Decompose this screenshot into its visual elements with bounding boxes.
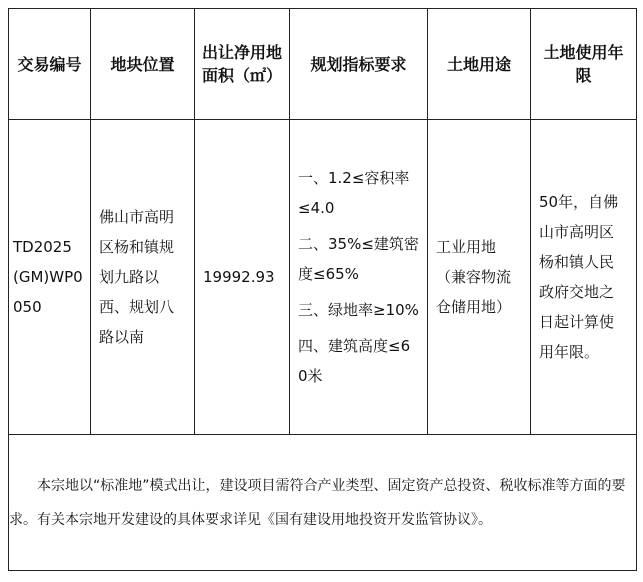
land-transfer-table — [8, 8, 637, 571]
requirement-green-ratio: 三、绿地率≥10% — [298, 301, 419, 319]
land-use-value: 工业用地（兼容物流仓储用地） — [436, 238, 512, 316]
header-parcel-location: 地块位置 — [91, 9, 195, 120]
requirement-building-density: 二、35%≤建筑密度≤65% — [298, 235, 419, 283]
land-use-cell — [428, 120, 531, 435]
transaction-code: TD2025(GM)WP0050 — [13, 238, 83, 316]
net-area-cell — [195, 120, 290, 435]
parcel-location-cell — [91, 120, 195, 435]
header-net-area: 出让净用地面积（㎡） — [195, 9, 290, 120]
transaction-code-cell — [9, 120, 91, 435]
header-transaction-code: 交易编号 — [9, 9, 91, 120]
land-use-term-value: 50年，自佛山市高明区杨和镇人民政府交地之日起计算使用年限。 — [539, 193, 619, 361]
table-row — [9, 120, 637, 435]
table-note-row — [9, 435, 637, 571]
header-land-use-term: 土地使用年限 — [531, 9, 637, 120]
note-cell — [9, 435, 637, 571]
requirement-building-height: 四、建筑高度≤60米 — [298, 337, 411, 385]
header-planning-requirements: 规划指标要求 — [290, 9, 428, 120]
parcel-location: 佛山市高明区杨和镇规划九路以西、规划八路以南 — [99, 208, 175, 346]
table-header-row — [9, 9, 637, 120]
land-use-term-cell — [531, 120, 637, 435]
planning-requirements-cell — [290, 120, 428, 435]
header-land-use: 土地用途 — [428, 9, 531, 120]
requirement-floor-area-ratio: 一、1.2≤容积率≤4.0 — [298, 169, 410, 217]
note-text: 本宗地以“标准地”模式出让，建设项目需符合产业类型、固定资产总投资、税收标准等方面的要求。有关本宗地开发建设的具体要求详见《国有建设用地投资开发监管协议》。 — [9, 477, 626, 528]
net-area-value: 19992.93 — [203, 268, 275, 286]
